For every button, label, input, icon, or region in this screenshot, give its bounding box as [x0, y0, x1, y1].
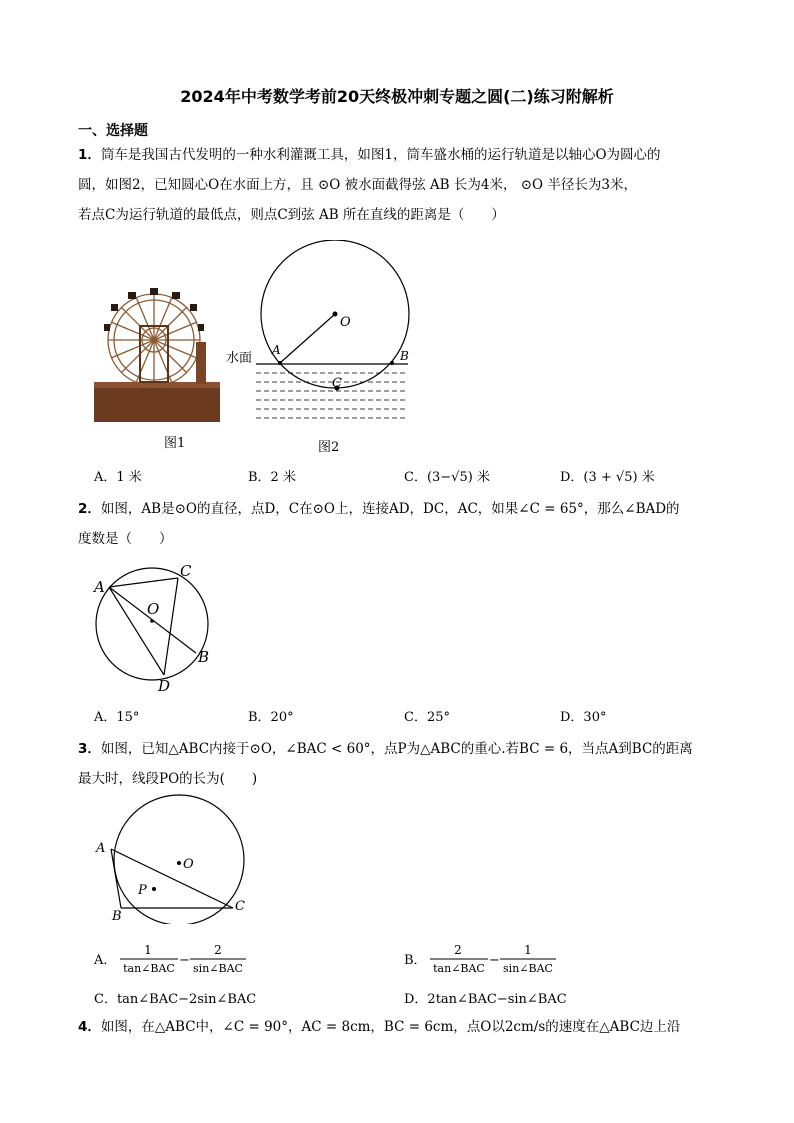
label-a: A	[96, 841, 106, 856]
question-2	[78, 494, 718, 554]
q3-option-b-numerator-1: 2	[454, 943, 462, 957]
question-3	[78, 734, 718, 794]
q1-option-b[interactable]: B．2 米	[248, 470, 296, 485]
q3-option-a-numerator-1: 1	[144, 943, 152, 957]
q3-option-a-numerator-2: 2	[214, 943, 222, 957]
q3-line-2: 最大时，线段PO的长为( )	[78, 771, 258, 787]
q3-option-a[interactable]	[94, 938, 274, 978]
q3-option-d[interactable]: D．2tan∠BAC−sin∠BAC	[404, 992, 567, 1007]
question-4	[78, 1012, 718, 1042]
q1-figure-1-waterwheel	[92, 282, 222, 424]
label-c: C	[332, 376, 342, 391]
label-b: B	[400, 349, 409, 363]
q2-line-2: 度数是（ ）	[78, 531, 173, 547]
q4-line-1: 如图，在△ABC中，∠C = 90°，AC = 8cm，BC = 6cm，点O以2cm/s的速度在△ABC边上沿	[100, 1019, 681, 1035]
q1-line-3: 若点C为运行轨道的最低点，则点C到弦 AB 所在直线的距离是（ ）	[78, 207, 505, 223]
q4-number: 4．	[78, 1019, 101, 1035]
q2-option-d[interactable]: D．30°	[560, 710, 607, 725]
q1-figure-1-caption: 图1	[164, 436, 186, 451]
q3-option-b-numerator-2: 1	[524, 943, 532, 957]
q2-line-1: 如图，AB是⊙O的直径，点D，C在⊙O上，连接AD，DC，AC，如果∠C = 65°，那么∠BAD的	[100, 501, 680, 517]
q3-line-1: 如图，已知△ABC内接于⊙O，∠BAC < 60°，点P为△ABC的重心.若BC = 6，当点A到BC的距离	[100, 741, 693, 757]
label-o: O	[147, 600, 160, 618]
q2-figure	[88, 560, 228, 696]
q3-option-a-denominator-2: sin∠BAC	[193, 962, 243, 975]
label-o: O	[183, 857, 194, 872]
q2-number: 2．	[78, 501, 101, 517]
q3-option-a-operator: −	[179, 953, 190, 968]
q3-option-a-denominator-1: tan∠BAC	[123, 962, 175, 975]
q3-number: 3．	[78, 741, 101, 757]
q1-line-1: 筒车是我国古代发明的一种水利灌溉工具，如图1，筒车盛水桶的运行轨道是以轴心O为圆心的	[100, 147, 661, 163]
page-title: 2024年中考数学考前20天终极冲刺专题之圆(二)练习附解析	[180, 87, 614, 106]
label-water-surface: 水面	[226, 351, 253, 366]
q3-options-cd	[94, 988, 714, 1008]
label-c: C	[180, 562, 192, 580]
q3-option-b-denominator-2: sin∠BAC	[503, 962, 553, 975]
q1-line-2: 圆，如图2，已知圆心O在水面上方，且 ⊙O 被水面截得弦 AB 长为4米， ⊙O 半径长为3米，	[78, 177, 638, 193]
label-d: D	[158, 677, 171, 695]
q3-option-b[interactable]	[404, 938, 584, 978]
q1-figure-2-diagram	[220, 240, 420, 432]
label-b: B	[198, 648, 210, 666]
label-a: A	[94, 578, 105, 596]
radius-oa	[280, 314, 335, 363]
q3-option-a-prefix: A．	[94, 953, 117, 968]
section-heading: 一、选择题	[78, 123, 148, 139]
q2-options	[94, 706, 714, 726]
question-1	[78, 140, 718, 230]
label-b: B	[112, 909, 122, 924]
q2-option-a[interactable]: A．15°	[94, 710, 140, 725]
q2-option-b[interactable]: B．20°	[248, 710, 294, 725]
label-a: A	[272, 343, 281, 357]
q1-option-a[interactable]: A．1 米	[94, 470, 142, 485]
circle-o	[96, 568, 208, 680]
q1-option-c[interactable]: C．(3−√5) 米	[404, 470, 490, 485]
label-p: P	[138, 883, 147, 898]
q3-figure	[92, 794, 252, 924]
label-o: O	[340, 315, 351, 330]
q1-number: 1．	[78, 147, 101, 163]
q1-option-d[interactable]: D．(3 + √5) 米	[560, 470, 655, 485]
q2-option-c[interactable]: C．25°	[404, 710, 450, 725]
q1-options	[94, 466, 714, 486]
q3-option-b-operator: −	[489, 953, 500, 968]
q3-option-b-denominator-1: tan∠BAC	[433, 962, 485, 975]
label-c: C	[235, 899, 245, 914]
q1-figure-2-caption: 图2	[318, 440, 340, 455]
q3-option-b-prefix: B．	[404, 953, 427, 968]
q3-option-c[interactable]: C．tan∠BAC−2sin∠BAC	[94, 992, 257, 1007]
